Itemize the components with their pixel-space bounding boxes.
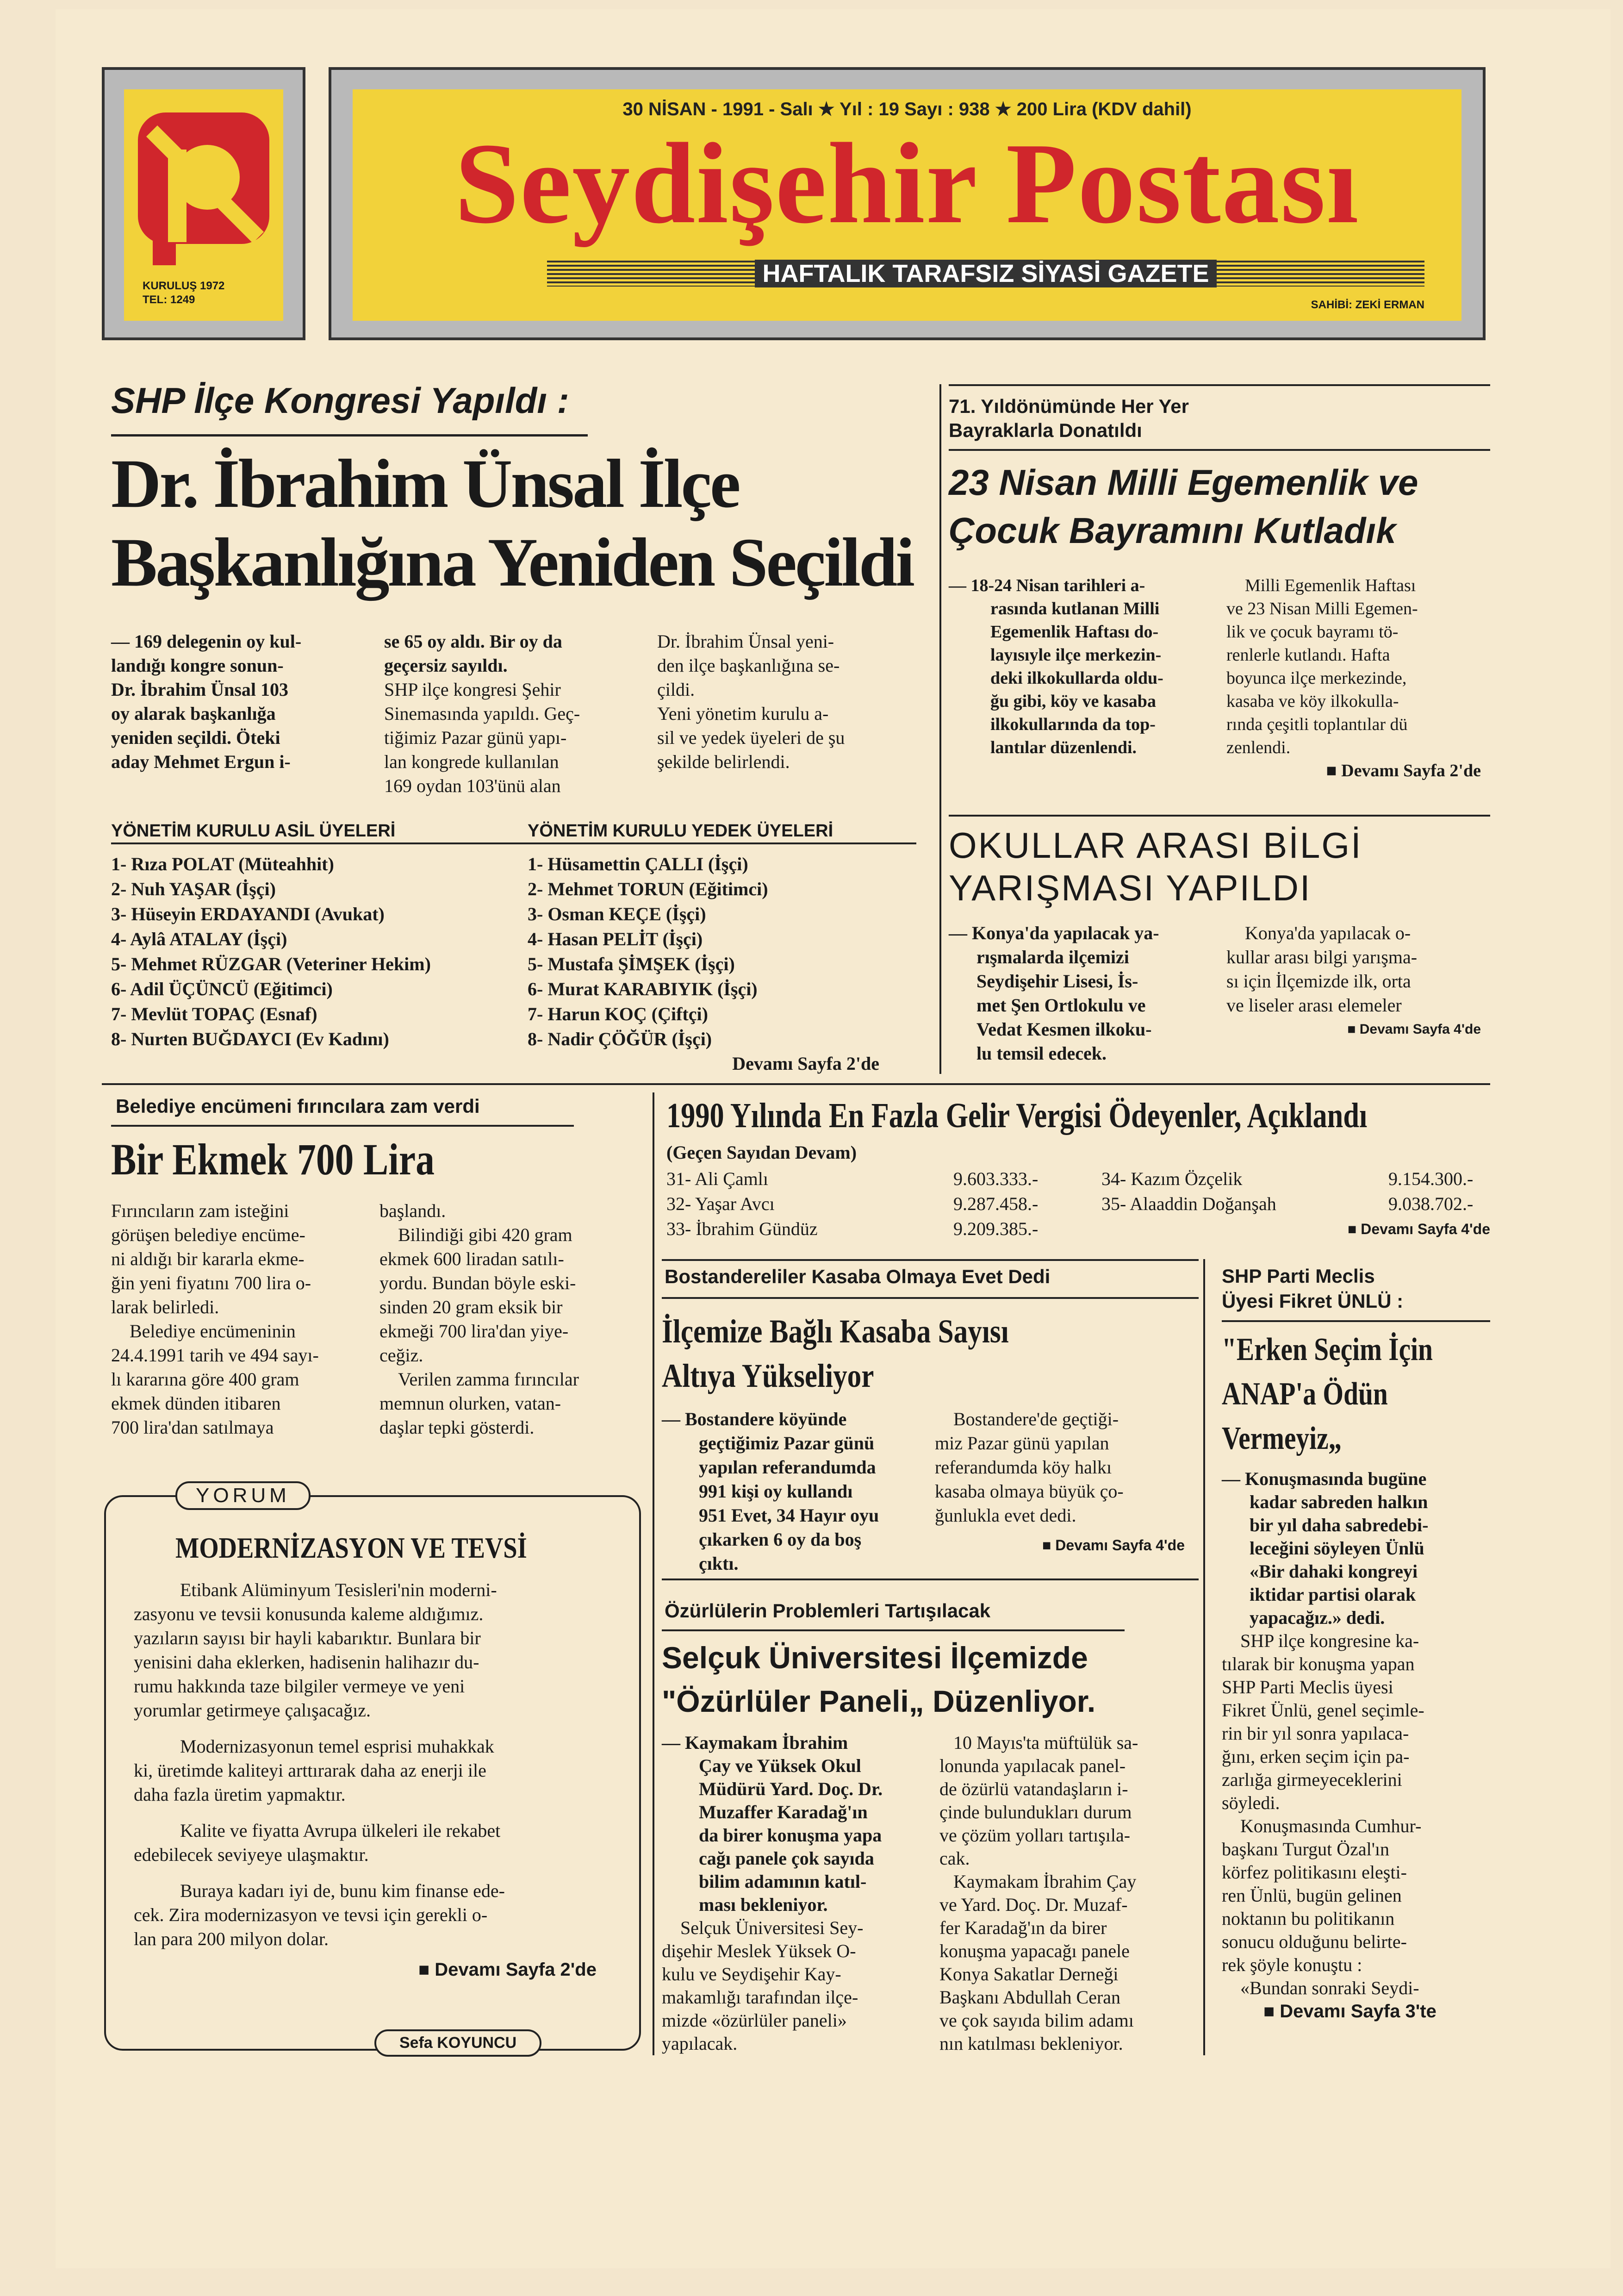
list-item: 3- Hüseyin ERDAYANDI (Avukat) <box>111 904 385 924</box>
text-line: nın katılması bekleniyor. <box>939 2033 1123 2054</box>
text-line: kadar sabreden halkın <box>1250 1491 1428 1512</box>
square-bullet-icon: ■ <box>1326 761 1342 780</box>
masthead <box>102 67 1486 345</box>
text-line: sı için İlçemizde ilk, orta <box>1226 971 1411 992</box>
yorum-body <box>134 1578 615 1982</box>
tax-amount: 9.287.458.- <box>953 1193 1038 1214</box>
text-line: ğını, erken seçim için pa- <box>1222 1746 1410 1767</box>
text-line: 951 Evet, 34 Hayır oyu <box>699 1505 879 1526</box>
continued-link[interactable] <box>935 1533 1194 1557</box>
continued-link[interactable] <box>1226 1017 1490 1042</box>
ozurlu-col2 <box>939 1731 1199 2055</box>
bayram-col1 <box>949 574 1213 759</box>
text-line: — Konya'da yapılacak ya- <box>949 923 1159 943</box>
bilgi-col1 <box>949 921 1208 1066</box>
kasaba-kicker: Bostandereliler Kasaba Olmaya Evet Dedi <box>665 1266 1051 1287</box>
text-line: başlandı. <box>379 1200 446 1221</box>
kicker-line: SHP Parti Meclis <box>1222 1265 1375 1287</box>
congress-headline-line2: Başkanlığına Yeniden Seçildi <box>111 524 913 601</box>
yedek-list <box>528 819 916 1076</box>
congress-col1 <box>111 630 370 774</box>
text-line: den ilçe başkanlığına se- <box>657 655 840 676</box>
headline-line: 23 Nisan Milli Egemenlik ve <box>949 462 1418 503</box>
text-line: sonucu olduğunu belirte- <box>1222 1931 1407 1952</box>
asil-heading: YÖNETİM KURULU ASİL ÜYELERİ <box>111 819 602 844</box>
list-item: 7- Mevlüt TOPAÇ (Esnaf) <box>111 1004 317 1024</box>
text-line: Buraya kadarı iyi de, bunu kim finanse ede- <box>180 1880 505 1901</box>
text-line: Dr. İbrahim Ünsal 103 <box>111 679 289 700</box>
vergi-right-list <box>1101 1167 1490 1242</box>
list-item <box>666 1167 1083 1192</box>
text-line: yapılacak. <box>662 2033 738 2054</box>
text-line: iktidar partisi olarak <box>1250 1584 1416 1605</box>
vergi-left-list <box>666 1167 1083 1242</box>
text-line: layısıyle ilçe merkezin- <box>990 645 1162 665</box>
list-item: 8- Nurten BUĞDAYCI (Ev Kadını) <box>111 1029 389 1049</box>
shp-kicker <box>1222 1264 1490 1314</box>
kasaba-col2 <box>935 1407 1194 1557</box>
text-line: «Bundan sonraki Seydi- <box>1240 1978 1419 1998</box>
headline-line: Çocuk Bayramını Kutladık <box>949 510 1396 551</box>
text-line: çinde bulundukları durum <box>939 1802 1132 1822</box>
text-line: bilim adamının katıl- <box>699 1871 867 1892</box>
headline-line: "Özürlüler Paneli„ Düzenliyor. <box>662 1684 1096 1718</box>
list-item <box>666 1217 1083 1242</box>
tagline-band <box>547 261 1424 287</box>
tagline: HAFTALIK TARAFSIZ SİYASİ GAZETE <box>755 260 1216 287</box>
text-line: SHP ilçe kongresine ka- <box>1240 1630 1419 1651</box>
text-line: kasaba ve köy ilkokulla- <box>1226 692 1399 711</box>
headline-line: Selçuk Üniversitesi İlçemizde <box>662 1641 1088 1675</box>
list-item: 2- Nuh YAŞAR (İşçi) <box>111 879 276 899</box>
text-line: yenisini daha eklerken, hadisenin halihazır du- <box>134 1652 479 1672</box>
text-line: ekmek 600 liradan satılı- <box>379 1248 564 1269</box>
text-line: tiğimiz Pazar günü yapı- <box>384 727 567 748</box>
taxpayer-name: 33- İbrahim Gündüz <box>666 1218 818 1239</box>
text-line: ilkokullarında da top- <box>990 715 1156 734</box>
text-line: Fırıncıların zam isteğini <box>111 1200 289 1221</box>
text-line: Konya'da yapılacak o- <box>1245 923 1411 943</box>
taxpayer-name: 35- Alaaddin Doğanşah <box>1101 1193 1276 1214</box>
taxpayer-name: 31- Ali Çamlı <box>666 1168 768 1189</box>
list-item: 3- Osman KEÇE (İşçi) <box>528 904 706 924</box>
text-line: çıkarken 6 oy da boş <box>699 1529 862 1550</box>
list-item <box>1101 1192 1490 1217</box>
text-line: sinden 20 gram eksik bir <box>379 1297 563 1317</box>
text-line: rasında kutlanan Milli <box>990 599 1160 618</box>
square-bullet-icon: ■ <box>418 1959 435 1980</box>
text-line: zasyonu ve tevsii konusunda kaleme aldığımız. <box>134 1603 484 1624</box>
square-bullet-icon: ■ <box>1348 1221 1361 1237</box>
headline-line: Vermeyiz„ <box>1222 1421 1342 1456</box>
text-line: konuşma yapacağı panele <box>939 1940 1130 1961</box>
text-line: lonunda yapılacak panel- <box>939 1755 1126 1776</box>
text-line: ceğiz. <box>379 1345 423 1366</box>
text-line: Verilen zamma fırıncılar <box>398 1369 579 1390</box>
text-line: geçersiz sayıldı. <box>384 655 508 676</box>
text-line: mizde «özürlüler paneli» <box>662 2010 847 2031</box>
text-line: çıktı. <box>699 1553 739 1574</box>
text-line: ekmek dünden itibaren <box>111 1393 281 1414</box>
text-line: Konuşmasında Cumhur- <box>1240 1816 1422 1836</box>
kasaba-headline <box>662 1309 1118 1398</box>
continued-link[interactable] <box>134 1958 615 1982</box>
text-line: leceğini söyleyen Ünlü <box>1250 1538 1424 1559</box>
text-line: edebilecek seviyeye ulaşmaktır. <box>134 1844 369 1865</box>
text-line: oy alarak başkanlığa <box>111 703 276 724</box>
bayram-headline <box>949 458 1418 555</box>
phone-text: TEL: 1249 <box>143 293 195 306</box>
text-line: yapılan referandumda <box>699 1457 876 1478</box>
text-line: lik ve çocuk bayramı tö- <box>1226 622 1399 642</box>
list-item: 7- Harun KOÇ (Çiftçi) <box>528 1004 708 1024</box>
text-line: tılarak bir konuşma yapan <box>1222 1653 1415 1674</box>
congress-article <box>111 380 935 1074</box>
vergi-subtitle: (Geçen Sayıdan Devam) <box>666 1142 857 1163</box>
text-line: referandumda köy halkı <box>935 1457 1112 1478</box>
text-line: lantılar düzenlendi. <box>990 738 1137 757</box>
ozurlu-kicker: Özürlülerin Problemleri Tartışılacak <box>665 1600 991 1622</box>
headline-line: Altıya Yükseliyor <box>662 1357 874 1394</box>
text-line: larak belirledi. <box>111 1297 219 1317</box>
shp-headline <box>1222 1328 1442 1461</box>
text-line: cak. <box>939 1848 970 1869</box>
continued-link[interactable]: Devamı Sayfa 2'de <box>732 1053 879 1074</box>
text-line: lan kongrede kullanılan <box>384 751 559 772</box>
text-line: rin bir yıl sonra yapılaca- <box>1222 1723 1409 1744</box>
text-line: deki ilkokullarda oldu- <box>990 668 1163 688</box>
text-line: kulu ve Seydişehir Kay- <box>662 1964 841 1984</box>
text-line: se 65 oy aldı. Bir oy da <box>384 631 562 652</box>
list-item: 6- Murat KARABIYIK (İşçi) <box>528 979 758 999</box>
headline-line: İlçemize Bağlı Kasaba Sayısı <box>662 1313 1009 1350</box>
text-line: ğin yeni fiyatını 700 lira o- <box>111 1273 311 1293</box>
text-line: zarlığa girmeyeceklerini <box>1222 1769 1402 1790</box>
text-line: lı kararına göre 400 gram <box>111 1369 299 1390</box>
text-line: ğu gibi, köy ve kasaba <box>990 692 1156 711</box>
author-badge: Sefa KOYUNCU <box>374 2029 541 2057</box>
text-line: Selçuk Üniversitesi Sey- <box>680 1917 864 1938</box>
vergi-headline: 1990 Yılında En Fazla Gelir Vergisi Ödeyenler, Açıklandı <box>666 1096 1368 1135</box>
text-line: — Bostandere köyünde <box>662 1409 847 1429</box>
logo-frame <box>102 67 305 340</box>
title-frame <box>329 67 1486 340</box>
text-line: — Konuşmasında bugüne <box>1222 1468 1427 1489</box>
text-line: Egemenlik Haftası do- <box>990 622 1159 642</box>
text-line: ni aldığı bir kararla ekme- <box>111 1248 305 1269</box>
square-bullet-icon: ■ <box>1042 1537 1056 1554</box>
text-line: Kaymakam İbrahim Çay <box>953 1871 1137 1892</box>
list-item: 1- Rıza POLAT (Müteahhit) <box>111 854 334 874</box>
text-line: Çay ve Yüksek Okul <box>699 1755 861 1776</box>
ekmek-col1 <box>111 1199 361 1440</box>
headline-line: "Erken Seçim İçin <box>1222 1332 1433 1367</box>
text-line: Milli Egemenlik Haftası <box>1245 576 1416 595</box>
continued-text: Devamı Sayfa 4'de <box>1361 1221 1490 1237</box>
yorum-label: YORUM <box>175 1481 311 1510</box>
text-line: Kalite ve fiyatta Avrupa ülkeleri ile rekabet <box>180 1820 501 1841</box>
text-line: kasaba olmaya büyük ço- <box>935 1481 1124 1502</box>
text-line: noktanın bu politikanın <box>1222 1908 1395 1929</box>
text-line: ve liseler arası elemeler <box>1226 995 1402 1016</box>
text-line: lu temsil edecek. <box>976 1043 1107 1064</box>
continued-link[interactable] <box>1226 759 1490 782</box>
kicker-line: Üyesi Fikret ÜNLÜ : <box>1222 1290 1404 1312</box>
ekmek-kicker: Belediye encümeni fırıncılara zam verdi <box>116 1095 480 1117</box>
text-line: «Bir dahaki kongreyi <box>1250 1561 1418 1582</box>
text-line: şekilde belirlendi. <box>657 751 790 772</box>
list-item: 8- Nadir ÇÖĞÜR (İşçi) <box>528 1029 712 1049</box>
yorum-headline: MODERNİZASYON VE TEVSİ <box>175 1531 527 1564</box>
list-item <box>666 1192 1083 1217</box>
text-line: 700 lira'dan satılmaya <box>111 1417 274 1438</box>
continued-text: Devamı Sayfa 4'de <box>1055 1537 1185 1554</box>
text-line: yeniden seçildi. Öteki <box>111 727 280 748</box>
text-line: makamlığı tarafından ilçe- <box>662 1987 858 2008</box>
shp-body <box>1222 1467 1490 2023</box>
text-line: 24.4.1991 tarih ve 494 sayı- <box>111 1345 319 1366</box>
text-line: çildi. <box>657 679 695 700</box>
text-line: Müdürü Yard. Doç. Dr. <box>699 1778 883 1799</box>
text-line: Etibank Alüminyum Tesisleri'nin moderni- <box>180 1579 497 1600</box>
shp-article <box>1222 1264 1490 2021</box>
kicker-line: 71. Yıldönümünde Her Yer <box>949 395 1189 417</box>
founded-text: KURULUŞ 1972 <box>143 280 225 292</box>
text-line: miz Pazar günü yapılan <box>935 1433 1109 1454</box>
text-line: ve çözüm yolları tartışıla- <box>939 1825 1131 1846</box>
taxpayer-name: 32- Yaşar Avcı <box>666 1193 775 1214</box>
founding-info <box>143 279 224 307</box>
tax-amount: 9.209.385.- <box>953 1218 1038 1239</box>
bayram-kicker <box>949 384 1490 443</box>
text-line: Bilindiği gibi 420 gram <box>398 1224 572 1245</box>
text-line: yorumlar getirmeye çalışacağız. <box>134 1700 371 1721</box>
text-line: Konya Sakatlar Derneği <box>939 1964 1119 1984</box>
text-line: Belediye encümeninin <box>130 1321 296 1341</box>
list-item <box>1101 1167 1490 1192</box>
newspaper-logo-icon <box>124 99 283 275</box>
kasaba-col1 <box>662 1407 921 1576</box>
bilgi-col2 <box>1226 921 1490 1042</box>
tax-amount: 9.603.333.- <box>953 1168 1038 1189</box>
text-line: ğunlukla evet dedi. <box>935 1505 1076 1526</box>
square-bullet-icon: ■ <box>1347 1022 1360 1037</box>
bayram-col2 <box>1226 574 1490 782</box>
congress-col3 <box>657 630 916 774</box>
text-line: da birer konuşma yapa <box>699 1825 882 1846</box>
kasaba-article <box>662 1259 1199 1574</box>
text-line: — 169 delegenin oy kul- <box>111 631 302 652</box>
text-line: Sinemasında yapıldı. Geç- <box>384 703 580 724</box>
ozurlu-article <box>662 1597 1199 2054</box>
text-line: met Şen Ortlokulu ve <box>976 995 1146 1016</box>
text-line: kullar arası bilgi yarışma- <box>1226 947 1418 967</box>
list-item: 4- Hasan PELİT (İşçi) <box>528 929 703 949</box>
continued-text: Devamı Sayfa 4'de <box>1359 1022 1481 1037</box>
text-line: — Kaymakam İbrahim <box>662 1732 848 1753</box>
text-line: rışmalarda ilçemizi <box>976 947 1129 967</box>
bilgi-article <box>949 824 1490 1064</box>
text-line: 169 oydan 103'ünü alan <box>384 775 561 796</box>
ekmek-col2 <box>379 1199 639 1440</box>
text-line: söyledi. <box>1222 1792 1280 1813</box>
text-line: başkanı Turgut Özal'ın <box>1222 1839 1390 1859</box>
text-line: boyunca ilçe merkezinde, <box>1226 668 1407 688</box>
list-item: 6- Adil ÜÇÜNCÜ (Eğitimci) <box>111 979 333 999</box>
text-line: körfez politikasını eleşti- <box>1222 1862 1407 1883</box>
continued-text: Devamı Sayfa 2'de <box>435 1959 597 1980</box>
text-line: landığı kongre sonun- <box>111 655 284 676</box>
text-line: memnun olurken, vatan- <box>379 1393 561 1414</box>
headline-line: OKULLAR ARASI BİLGİ <box>949 825 1362 866</box>
text-line: ve çok sayıda bilim adamı <box>939 2010 1134 2031</box>
list-item: 1- Hüsamettin ÇALLI (İşçi) <box>528 854 748 874</box>
congress-headline <box>111 444 913 602</box>
ekmek-article <box>111 1092 648 1438</box>
tax-amount: 9.154.300.- <box>1388 1168 1474 1189</box>
text-line: Modernizasyonun temel esprisi muhakkak <box>180 1736 494 1757</box>
text-line: sil ve yedek üyeleri de şu <box>657 727 845 748</box>
ozurlu-col1 <box>662 1731 926 2055</box>
text-line: Fikret Ünlü, genel seçimle- <box>1222 1700 1424 1721</box>
owner-line: SAHİBİ: ZEKİ ERMAN <box>1311 299 1424 311</box>
list-item: 5- Mustafa ŞİMŞEK (İşçi) <box>528 954 735 974</box>
dateline: 30 NİSAN - 1991 - Salı ★ Yıl : 19 Sayı : 938 ★ 200 Lira (KDV dahil) <box>622 99 1192 119</box>
text-line: SHP ilçe kongresi Şehir <box>384 679 561 700</box>
text-line: cağı panele çok sayıda <box>699 1848 874 1869</box>
text-line: ki, üretimde kaliteyi arttırarak daha az enerji ile <box>134 1760 486 1781</box>
continued-text: Devamı Sayfa 2'de <box>1341 761 1481 780</box>
text-line: daşlar tepki gösterdi. <box>379 1417 535 1438</box>
ozurlu-headline <box>662 1636 1199 1723</box>
vergi-article <box>666 1092 1490 1239</box>
text-line: Başkanı Abdullah Ceran <box>939 1987 1121 2008</box>
continued-link[interactable] <box>1222 2000 1490 2023</box>
newspaper-title: Seydişehir Postası <box>454 119 1360 248</box>
text-line: yordu. Bundan böyle eski- <box>379 1273 576 1293</box>
text-line: ması bekleniyor. <box>699 1894 828 1915</box>
text-line: geçtiğimiz Pazar günü <box>699 1433 875 1454</box>
text-line: ekmeği 700 lira'dan yiye- <box>379 1321 569 1341</box>
text-line: cek. Zira modernizasyon ve tevsi için gerekli o- <box>134 1904 488 1925</box>
congress-col2 <box>384 630 643 798</box>
continued-text: Devamı Sayfa 3'te <box>1280 2001 1436 2021</box>
bilgi-headline <box>949 824 1490 909</box>
square-bullet-icon: ■ <box>1263 2001 1280 2021</box>
text-line: daha fazla üretim yapmaktır. <box>134 1784 346 1805</box>
text-line: rek şöyle konuştu : <box>1222 1954 1362 1975</box>
text-line: ve 23 Nisan Milli Egemen- <box>1226 599 1418 618</box>
text-line: 10 Mayıs'ta müftülük sa- <box>953 1732 1138 1753</box>
congress-headline-line1: Dr. İbrahim Ünsal İlçe <box>111 445 739 522</box>
text-line: Vedat Kesmen ilkoku- <box>976 1019 1152 1040</box>
headline-line: YARIŞMASI YAPILDI <box>949 867 1312 908</box>
bayram-article <box>949 384 1490 780</box>
ekmek-headline: Bir Ekmek 700 Lira <box>111 1135 435 1184</box>
text-line: yazıların sayısı bir hayli kabarıktır. Bunlara bir <box>134 1628 481 1648</box>
list-item: 4- Aylâ ATALAY (İşçi) <box>111 929 287 949</box>
text-line: lan para 200 milyon dolar. <box>134 1928 329 1949</box>
continued-link[interactable] <box>1101 1217 1490 1242</box>
text-line: aday Mehmet Ergun i- <box>111 751 291 772</box>
text-line: dişehir Meslek Yüksek O- <box>662 1940 856 1961</box>
text-line: renlerle kutlandı. Hafta <box>1226 645 1390 665</box>
congress-kicker: SHP İlçe Kongresi Yapıldı : <box>111 380 569 421</box>
text-line: fer Karadağ'ın da birer <box>939 1917 1107 1938</box>
text-line: Bostandere'de geçtiği- <box>953 1409 1119 1429</box>
text-line: yapacağız.» dedi. <box>1250 1607 1385 1628</box>
text-line: rumu hakkında taze bilgiler vermeye ve yeni <box>134 1676 465 1697</box>
list-item: 5- Mehmet RÜZGAR (Veteriner Hekim) <box>111 954 431 974</box>
yorum-box <box>104 1484 641 2052</box>
text-line: zenlendi. <box>1226 738 1291 757</box>
text-line: Seydişehir Lisesi, İs- <box>976 971 1138 992</box>
text-line: SHP Parti Meclis üyesi <box>1222 1677 1393 1697</box>
list-item: 2- Mehmet TORUN (Eğitimci) <box>528 879 768 899</box>
taxpayer-name: 34- Kazım Özçelik <box>1101 1168 1243 1189</box>
text-line: Muzaffer Karadağ'ın <box>699 1802 868 1822</box>
headline-line: ANAP'a Ödün <box>1222 1376 1388 1412</box>
text-line: görüşen belediye encüme- <box>111 1224 305 1245</box>
text-line: — 18-24 Nisan tarihleri a- <box>949 576 1145 595</box>
text-line: de özürlü vatandaşların i- <box>939 1778 1128 1799</box>
tax-amount: 9.038.702.- <box>1388 1193 1474 1214</box>
text-line: 991 kişi oy kullandı <box>699 1481 853 1502</box>
text-line: ren Ünlü, bugün gelinen <box>1222 1885 1402 1906</box>
yedek-heading: YÖNETİM KURULU YEDEK ÜYELERİ <box>528 819 916 844</box>
text-line: rında çeşitli toplantılar dü <box>1226 715 1408 734</box>
text-line: Yeni yönetim kurulu a- <box>657 703 829 724</box>
text-line: bir yıl daha sabredebi- <box>1250 1515 1429 1535</box>
text-line: Dr. İbrahim Ünsal yeni- <box>657 631 834 652</box>
text-line: ve Yard. Doç. Dr. Muzaf- <box>939 1894 1128 1915</box>
kicker-line: Bayraklarla Donatıldı <box>949 419 1142 441</box>
